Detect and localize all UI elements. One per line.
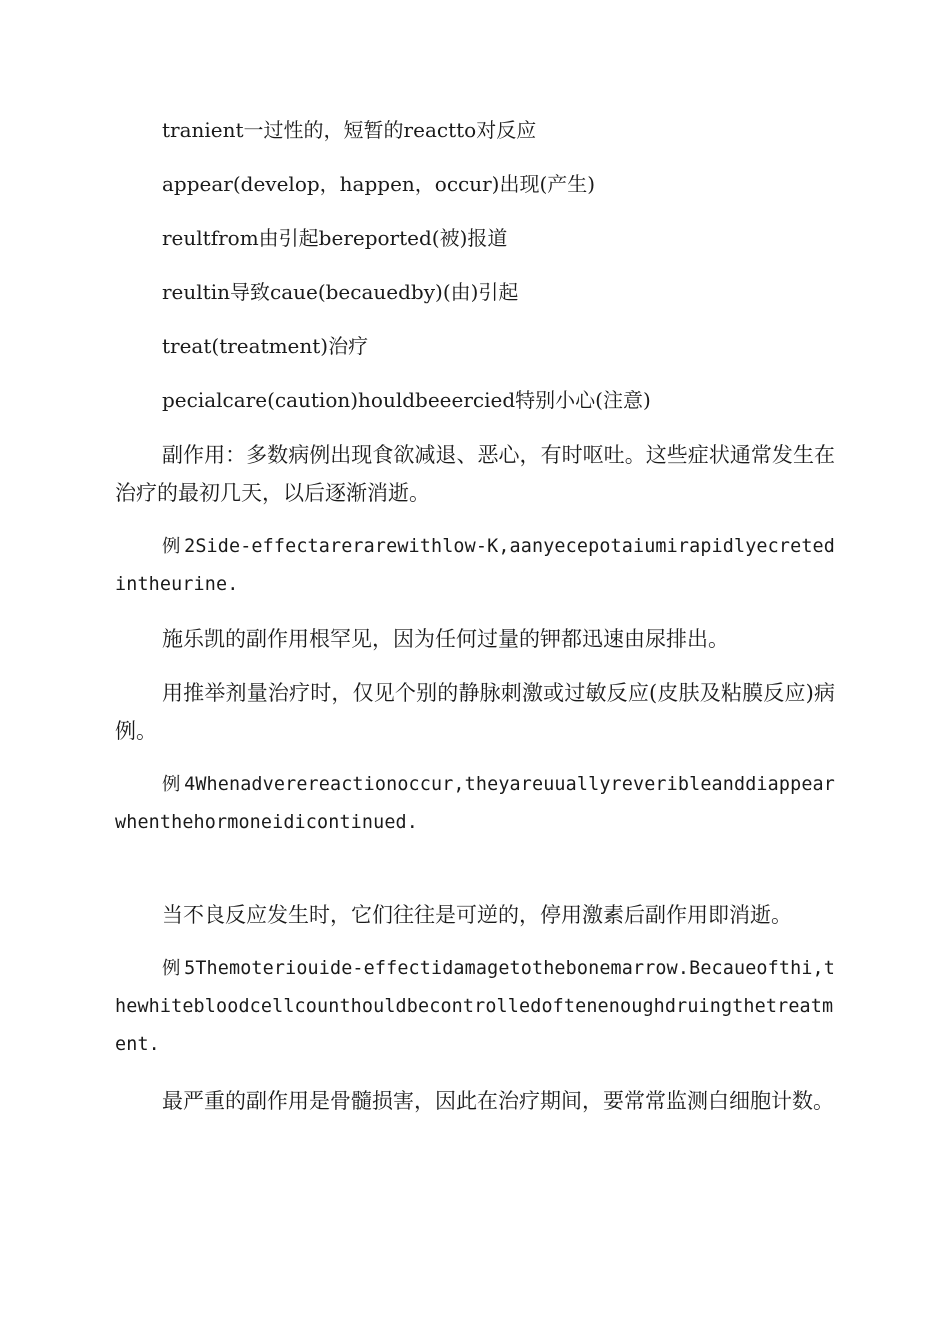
vocab-line-appear: appear(develop，happen，occur)出现(产生) xyxy=(162,172,596,196)
vocab-line-result-in: reultin导致caue(becauedby)(由)引起 xyxy=(162,280,519,304)
paragraph-example2-en: 例2Side-effectarerarewithlow-K,aanyecepotaiumirapidlyecretedintheurine. xyxy=(115,536,835,595)
vocab-line-result-from: reultfrom由引起bereported(被)报道 xyxy=(162,226,508,250)
paragraph-example2-cn: 施乐凯的副作用根罕见，因为任何过量的钾都迅速由尿排出。 xyxy=(162,627,729,651)
vocab-line-special-care: pecialcare(caution)houldbeeercied特别小心(注意) xyxy=(162,388,651,412)
vocab-line-treat: treat(treatment)治疗 xyxy=(162,334,369,358)
paragraph-example4-cn: 当不良反应发生时，它们往往是可逆的，停用激素后副作用即消逝。 xyxy=(162,903,792,927)
paragraph-example5-en: 例5Themoteriouide-effectidamagetothebonemarrow.Becaueofthi,thewhitebloodcellcounthouldbecontrolledoftenenoughdruingthetreatment. xyxy=(115,958,835,1055)
paragraph-example4-en: 例4Whenadverereactionoccur,theyareuuallyreveribleanddiappearwhenthehormoneidicontinued. xyxy=(115,774,835,833)
paragraph-example3-cn: 用推举剂量治疗时，仅见个别的静脉刺激或过敏反应(皮肤及粘膜反应)病例。 xyxy=(115,681,835,743)
vocab-line-transient: tranient一过性的，短暂的reactto对反应 xyxy=(162,118,537,142)
paragraph-side-effect-cn: 副作用：多数病例出现食欲减退、恶心，有时呕吐。这些症状通常发生在治疗的最初几天，以后逐渐消逝。 xyxy=(115,443,835,505)
paragraph-example5-cn: 最严重的副作用是骨髓损害，因此在治疗期间，要常常监测白细胞计数。 xyxy=(162,1089,834,1113)
